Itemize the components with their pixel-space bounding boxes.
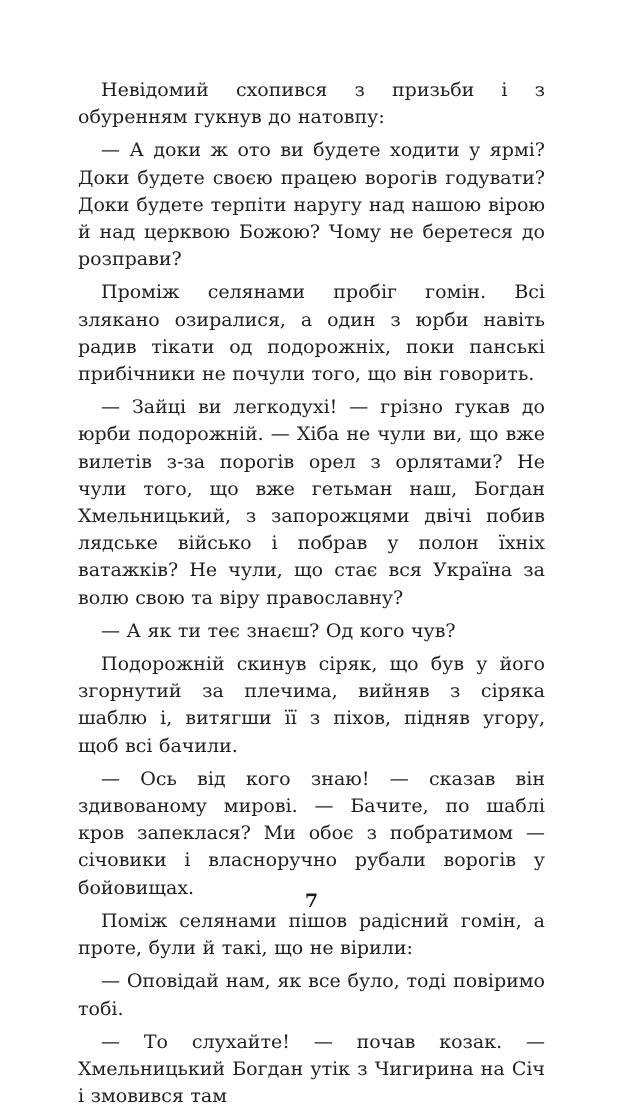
paragraph-9: — Оповідай нам, як все було, тоді повіримо тобі. [78, 970, 545, 1020]
body-text [78, 77, 545, 1110]
paragraph-2: — А доки ж ото ви будете ходити у ярмі? Доки будете своєю працею ворогів годувати? Доки будете терпіти наругу над нашою вірою й над церквою Божою? Чому не беретеся до розправи? [78, 139, 545, 271]
paragraph-4: — Зайці ви легкодухі! — грізно гукав до юрби подорожній. — Хіба не чули ви, що вже вилетів з-за порогів орел з орлятами? Не чули того, що вже гетьман наш, Богдан Хмельницький, з запорожцями двічі побив лядське військо і побрав у полон їхніх ватажків? Не чули, що стає вся Україна за волю свою та віру православну? [78, 396, 545, 609]
paragraph-10: — То слухайте! — почав козак. — Хмельницький Богдан утік з Чигирина на Січ і змовився там [78, 1030, 545, 1108]
page-number: 7 [304, 890, 319, 912]
paragraph-7: — Ось від кого знаю! — сказав він здивованому мирові. — Бачите, по шаблі кров запеклася? Ми обоє з побратимом — січовики і власноручно рубали ворогів у бойовищах. [78, 767, 545, 899]
paragraph-1: Невідомий схопився з призьби і з обуренням гукнув до натовпу: [78, 79, 545, 129]
paragraph-8: Поміж селянами пішов радісний гомін, а проте, були й такі, що не вірили: [78, 909, 545, 960]
paragraph-6: Подорожній скинув сіряк, що був у його згорнутий за плечима, вийняв з сіряка шаблю і, витягши її з піхов, підняв угору, щоб всі бачили. [78, 653, 545, 757]
paragraph-5: — А як ти теє знаєш? Од кого чув? [101, 619, 456, 642]
paragraph-3: Проміж селянами пробіг гомін. Всі злякано озиралися, а один з юрби навіть радив тікати од подорожніх, поки панські прибічники не почули того, що він говорить. [78, 281, 545, 386]
